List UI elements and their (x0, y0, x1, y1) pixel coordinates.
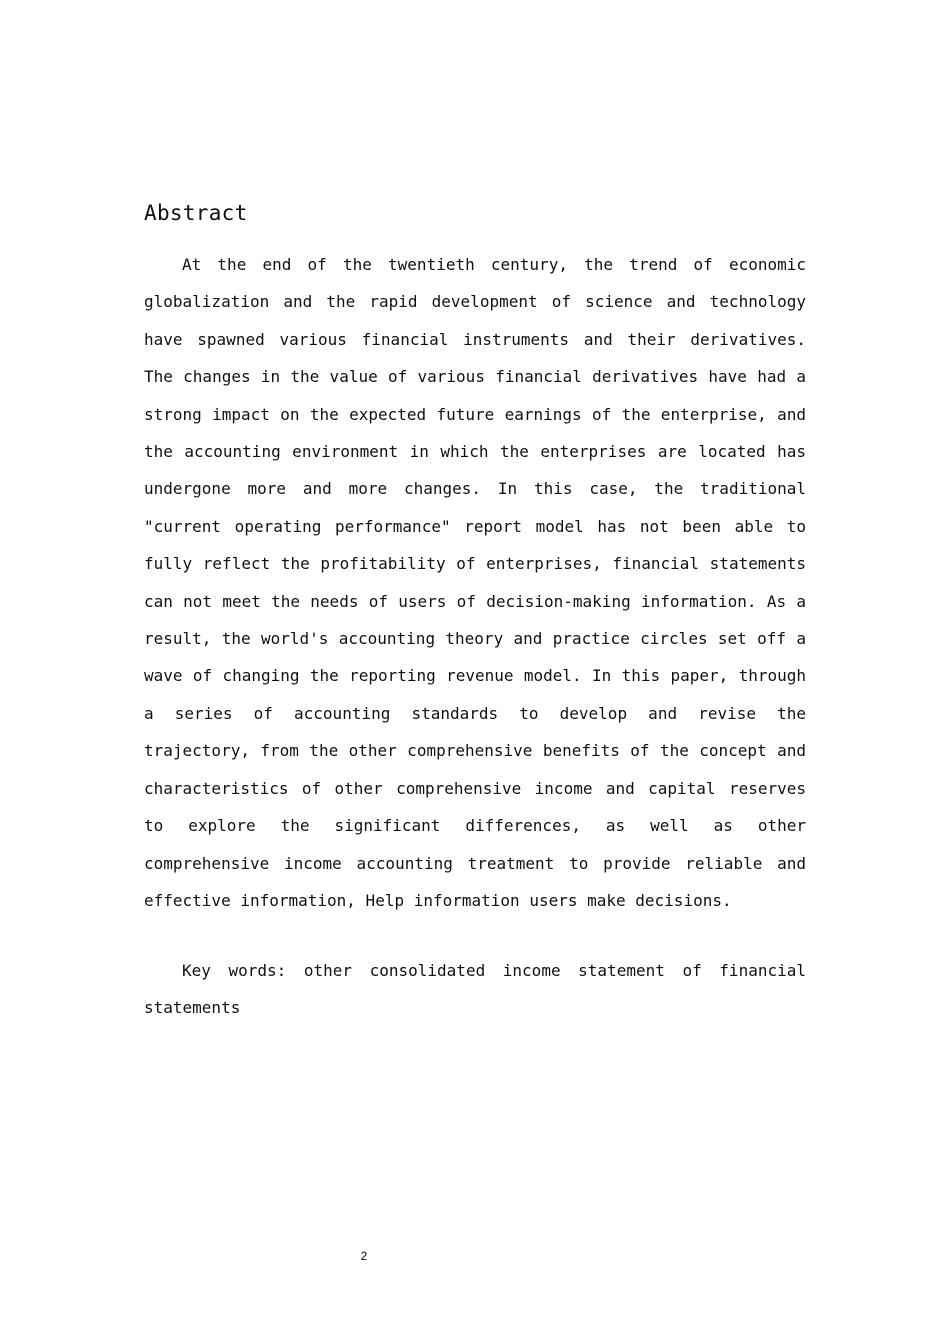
abstract-paragraph: At the end of the twentieth century, the trend of economic globalization and the rapid development of science and technology have spawned various financial instruments and their derivatives. The changes in the value of various financial derivatives have had a strong impact on the expected future earnings of the enterprise, and the accounting environment in which the enterprises are located has undergone more and more changes. In this case, the traditional "current operating performance" report model has not been able to fully reflect the profitability of enterprises, financial statements can not meet the needs of users of decision-making information. As a result, the world's accounting theory and practice circles set off a wave of changing the reporting revenue model. In this paper, through a series of accounting standards to develop and revise the trajectory, from the other comprehensive benefits of the concept and characteristics of other comprehensive income and capital reserves to explore the significant differences, as well as other comprehensive income accounting treatment to provide reliable and effective information, Help information users make decisions. (144, 255, 806, 910)
abstract-heading: Abstract (144, 201, 248, 225)
page-number: 2 (360, 1249, 368, 1263)
keywords-paragraph: Key words: other consolidated income statement of financial statements (144, 961, 806, 1018)
